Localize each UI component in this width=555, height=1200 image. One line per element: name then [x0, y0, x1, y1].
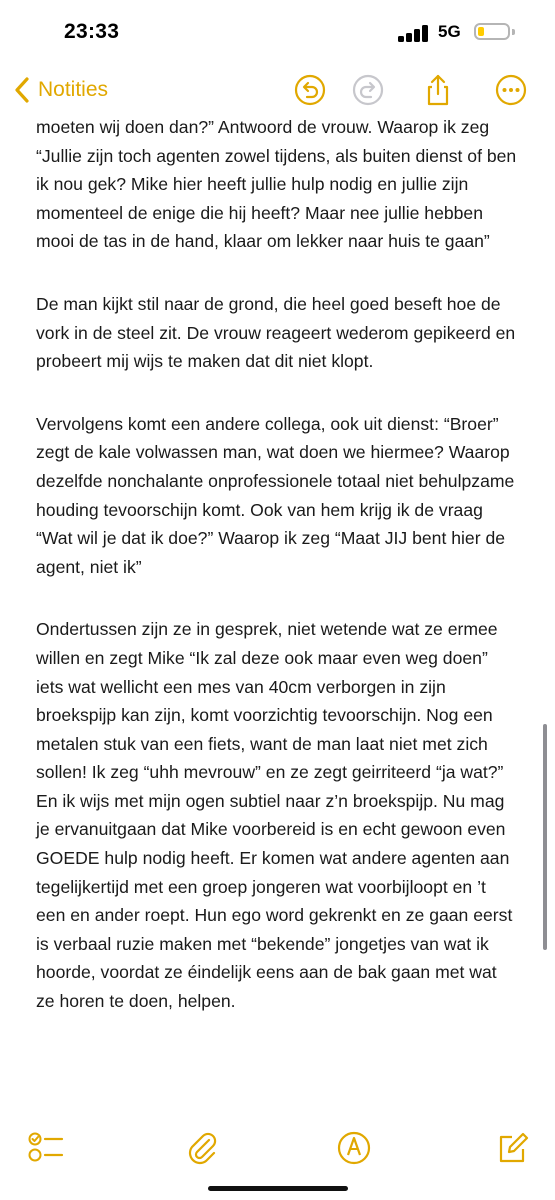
attachment-icon — [182, 1128, 222, 1168]
compose-icon — [492, 1128, 532, 1168]
note-paragraph: moeten wij doen dan?” Antwoord de vrouw. Waarop ik zeg “Jullie zijn toch agenten zowel tijdens, als buiten dienst of ben ik nou gek? Mike hier heeft jullie hulp nodig en jullie zijn momenteel de enige die hij heeft? Maar nee jullie hebben mooi de tas in de hand, klaar om lekker naar huis te gaan” — [36, 117, 517, 252]
checklist-icon — [26, 1128, 66, 1168]
more-icon — [493, 72, 529, 108]
bottom-toolbar — [0, 1120, 555, 1180]
battery-tip — [512, 29, 515, 35]
attachment-button[interactable] — [182, 1128, 222, 1168]
status-time: 23:33 — [64, 20, 120, 43]
more-button[interactable] — [493, 72, 529, 108]
compose-button[interactable] — [492, 1128, 532, 1168]
battery-icon — [474, 23, 510, 40]
markup-button[interactable] — [334, 1128, 374, 1168]
nav-bar — [0, 66, 555, 116]
share-button[interactable] — [420, 72, 456, 108]
note-paragraph: Ondertussen zijn ze in gesprek, niet wetende wat ze ermee willen en zegt Mike “Ik zal deze ook maar even weg doen” iets wat wellicht een mes van 40cm verborgen in zijn broekspijp kan zijn, komt voorzichtig tevoorschijn. Nog een metalen stuk van een fiets, want de man laat niet met zich sollen! Ik zeg “uhh mevrouw” en ze zegt geirriteerd “ja wat?” En ik wijs met mijn ogen subtiel naar z’n broekspijp. Nu mag je ervanuitgaan dat Mike voorbereid is en echt gewoon even GOEDE hulp nodig heeft. Er komen wat andere agenten aan tegelijkertijd met een groep jongeren wat voorbijloopt en ’t een en ander roept. Hun ego word gekrenkt en ze gaan eerst is verbaal ruzie maken met “bekende” jongetjes van wat ik hoorde, voordat ze éindelijk eens aan de bak gaan met wat ze horen te doen, helpen. — [36, 619, 513, 1012]
back-button[interactable] — [14, 76, 108, 104]
markup-icon — [334, 1128, 374, 1168]
status-bar — [0, 0, 555, 66]
share-icon — [420, 72, 456, 108]
back-label: Notities — [38, 78, 109, 101]
network-type: 5G — [438, 22, 461, 41]
undo-button[interactable] — [292, 72, 328, 108]
checklist-button[interactable] — [26, 1128, 66, 1168]
home-indicator[interactable] — [208, 1186, 348, 1191]
scroll-indicator[interactable] — [543, 724, 547, 950]
chevron-left-icon — [14, 76, 30, 104]
note-paragraph: De man kijkt stil naar de grond, die heel goed beseft hoe de vork in de steel zit. De vrouw reageert wederom gepikeerd en probeert mij wijs te maken dat dit niet klopt. — [36, 293, 516, 372]
note-paragraph: Vervolgens komt een andere collega, ook uit dienst: “Broer” zegt de kale volwassen man, wat doen we hiermee? Waarop dezelfde nonchalante onprofessionele totaal niet behulpzame houding tevoorschijn komt. Ook van hem krijg ik de vraag “Wat wil je dat ik doe?” Waarop ik zeg “Maat JIJ bent hier de agent, niet ik” — [36, 413, 515, 577]
note-body[interactable] — [36, 113, 520, 1050]
redo-button[interactable] — [350, 72, 386, 108]
redo-icon — [350, 72, 386, 108]
signal-icon — [398, 24, 432, 42]
undo-icon — [292, 72, 328, 108]
